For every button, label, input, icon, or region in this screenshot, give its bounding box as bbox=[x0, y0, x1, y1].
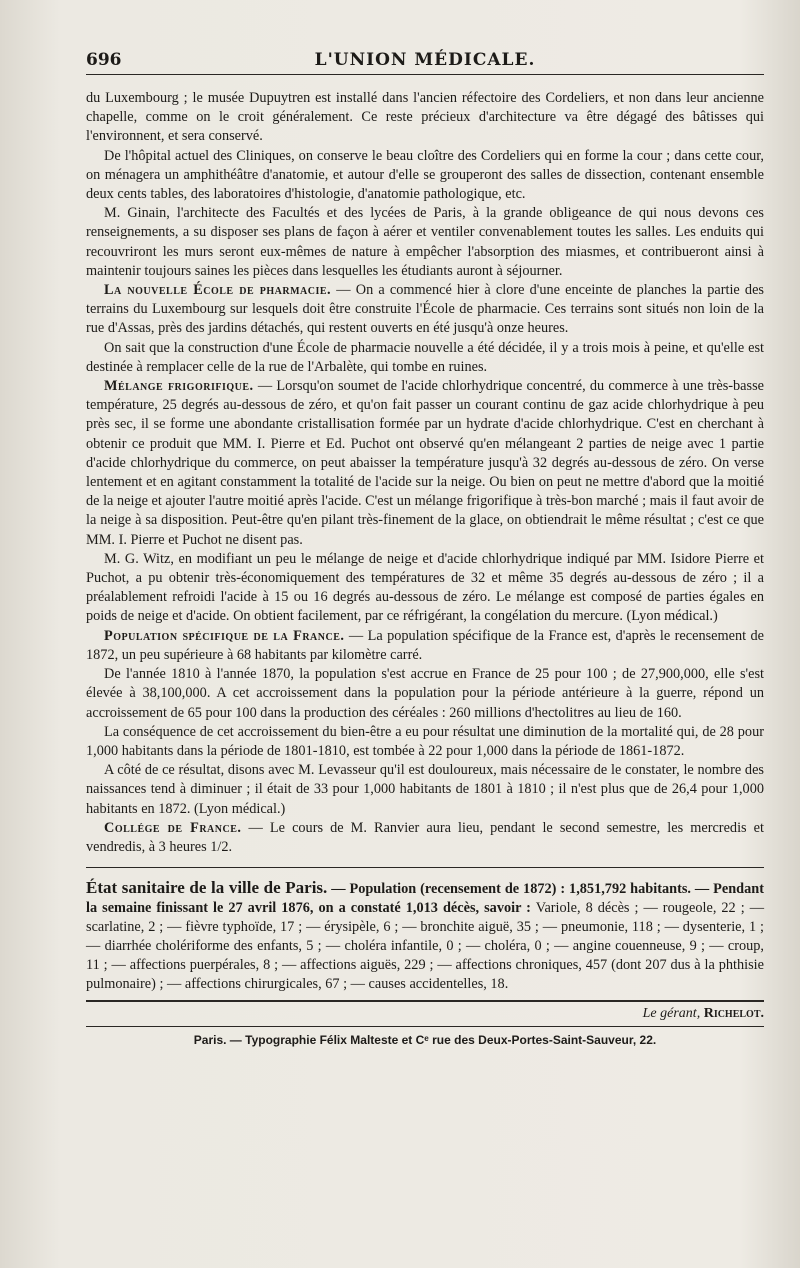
printer-imprint: Paris. — Typographie Félix Malteste et Cᵉ rue des Deux-Portes-Saint-Sauveur, 22. bbox=[193, 1033, 657, 1048]
paragraph-college bbox=[86, 819, 764, 857]
sanitary-report bbox=[86, 878, 764, 994]
paragraph-text: M. G. Witz, en modifiant un peu le mélange de neige et d'acide chlorhydrique indiqué par MM. Isidore Pierre et Puchot, a pu obtenir très-économiquement des températures de 32 et même 35 degrés au-dessous de zéro ; il a préalablement refroidi l'acide à 15 ou 16 degrés au-dessous de zéro. Le mélange est composé de parties égales en poids de neige et d'acide. On obtient facilement, par ce réfrigérant, la congélation du mercure. (Lyon médical.) bbox=[86, 550, 764, 625]
footer-divider bbox=[86, 1000, 764, 1002]
paragraph-text: — Lorsqu'on soumet de l'acide chlorhydrique concentré, du commerce à une très-basse température, 25 degrés au-dessous de zéro, et qu'on fait passer un courant continu de gaz acide chlorhydrique à peu près sec, il se forme une abondante cristallisation formée par un hydrate d'acide chlorhydrique. C'est en cherchant à obtenir ce produit que MM. I. Pierre et Ed. Puchot ont observé qu'en mélangeant 2 parties de neige avec 1 partie d'acide chlorhydrique du commerce, on peut abaisser la température jusqu'à 32 degrés au-dessous de zéro. On verse lentement et en agitant constamment la totalité de l'acide sur la neige. Ou bien on peut ne mettre d'abord que la moitié de la neige et ajouter l'autre moitié après l'acide. C'est un mélange frigorifique à très-bon marché ; mais il faut avoir de la neige à sa disposition. Peut-être qu'en pilant très-finement de la glace, on obtiendrait le même résultat ; c'est ce que MM. I. Pierre et Puchot ne disent pas. bbox=[86, 378, 764, 548]
section-lead: Mélange frigorifique. bbox=[104, 378, 254, 395]
paragraph-witz bbox=[86, 550, 764, 627]
paragraph-text: — Le cours de M. Ranvier aura lieu, pendant le second semestre, les mercredis et vendredis, à 3 heures 1/2. bbox=[86, 819, 764, 855]
section-lead: Collége de France. bbox=[104, 819, 242, 836]
paragraph-text: — La population spécifique de la France est, d'après le recensement de 1872, un peu supérieure à 68 habitants par kilomètre carré. bbox=[86, 627, 764, 663]
paragraph-text: On sait que la construction d'une École de pharmacie nouvelle a été décidée, il y a trois mois à peine, et qu'elle est destinée à remplacer celle de la rue de l'Arbalète, qui tombe en ruines. bbox=[86, 339, 764, 375]
paragraph-text: De l'hôpital actuel des Cliniques, on conserve le beau cloître des Cordeliers qui en forme la cour ; dans cette cour, on ménagera un amphithéâtre d'anatomie, et autour d'elle se grouperont des salles de dissection, contenant ensemble deux cents tables, des laboratoires d'histologie, d'anatomie pathologique, etc. bbox=[86, 147, 764, 203]
section-lead: Population spécifique de la France. bbox=[104, 627, 345, 644]
paragraph-text: La conséquence de cet accroissement du bien-être a eu pour résultat une diminution de la mortalité qui, de 28 pour 1,000 habitants dans la période de 1801-1810, est tombée à 22 pour 1,000 dans la période de 1861-1872. bbox=[86, 723, 764, 759]
paragraph-text: du Luxembourg ; le musée Dupuytren est installé dans l'ancien réfectoire des Cordeliers, et non dans leur ancienne chapelle, comme on le croit généralement. Ce reste précieux d'architecture va être dégagé des bâtisses qui l'environnent, et sera conservé. bbox=[86, 90, 764, 145]
paragraph-text: De l'année 1810 à l'année 1870, la population s'est accrue en France de 25 pour 100 ; de 27,900,000, elle s'est élevée à 38,100,000. A cet accroissement dans la population pour la période antérieure à la guerre, répond un accroissement de 65 pour 100 dans la production des céréales : 260 millions d'hectolitres au lieu de 160. bbox=[86, 666, 764, 721]
paragraph-ginain bbox=[86, 204, 764, 281]
page-number: 696 bbox=[86, 50, 122, 70]
paragraph-cliniques bbox=[86, 147, 764, 205]
gerant-label: Le gérant, bbox=[642, 1006, 701, 1022]
paragraph-mortalite bbox=[86, 723, 764, 761]
running-title: L'UNION MÉDICALE. bbox=[314, 50, 536, 70]
section-divider bbox=[86, 867, 764, 868]
paragraph-text: A côté de ce résultat, disons avec M. Levasseur qu'il est douloureux, mais nécessaire de le constater, le nombre des naissances tend à diminuer ; il était de 33 pour 1,000 habitants de 1801 à 1810 ; il n'est plus que de 26,4 pour 1,000 habitants en 1872. (Lyon médical.) bbox=[86, 762, 764, 817]
article-body bbox=[86, 89, 764, 857]
paragraph-museum bbox=[86, 89, 764, 147]
paragraph-accroissement bbox=[86, 665, 764, 723]
gerant-name: Richelot. bbox=[703, 1006, 764, 1022]
sanitary-title: État sanitaire de la ville de Paris. bbox=[86, 878, 328, 898]
paragraph-population bbox=[86, 627, 764, 665]
paragraph-naissances bbox=[86, 761, 764, 819]
paragraph-construction bbox=[86, 339, 764, 377]
paragraph-ecole-pharmacie bbox=[86, 281, 764, 339]
page-header bbox=[86, 50, 764, 75]
section-lead: La nouvelle École de pharmacie. bbox=[104, 282, 332, 299]
sanitary-summary: — Population (recensement de 1872) : 1,851,792 habitants. — Pendant la semaine finissant le 27 avril 1876, on a constaté 1,013 décès, savoir : bbox=[86, 881, 764, 917]
paragraph-text: M. Ginain, l'architecte des Facultés et des lycées de Paris, à la grande obligeance de qui nous devons ces renseignements, a su disposer ses plans de façon à aérer et ventiler convenablement toutes les salles. Les enduits qui recouvriront les murs seront eux-mêmes de nature à empêcher l'absorption des miasmes, et contribueront ainsi à maintenir toujours saines les pièces dans lesquelles les étudiants auront à séjourner. bbox=[86, 205, 764, 279]
gerant-signature bbox=[86, 1006, 764, 1022]
footer-divider-thin bbox=[86, 1026, 764, 1027]
paragraph-text: — On a commencé hier à clore d'une enceinte de planches la partie des terrains du Luxembourg sur lesquels doit être construite l'École de pharmacie. Ces terrains sont situés non loin de la rue d'Assas, près des jardins détachés, qui restent ouverts en été jusqu'à onze heures. bbox=[86, 282, 764, 337]
paragraph-melange bbox=[86, 377, 764, 550]
sanitary-details: Variole, 8 décès ; — rougeole, 22 ; — scarlatine, 2 ; — fièvre typhoïde, 17 ; — érysipèle, 6 ; — bronchite aiguë, 35 ; — pneumonie, 118 ; — dysenterie, 1 ; — diarrhée cholériforme des enfants, 5 ; — choléra infantile, 0 ; — choléra, 0 ; — angine couenneuse, 9 ; — croup, 11 ; — affections puerpérales, 8 ; — affections aiguës, 229 ; — affections chroniques, 457 (dont 207 dus à la phthisie pulmonaire) ; — affections chirurgicales, 67 ; — causes accidentelles, 18. bbox=[86, 900, 765, 993]
